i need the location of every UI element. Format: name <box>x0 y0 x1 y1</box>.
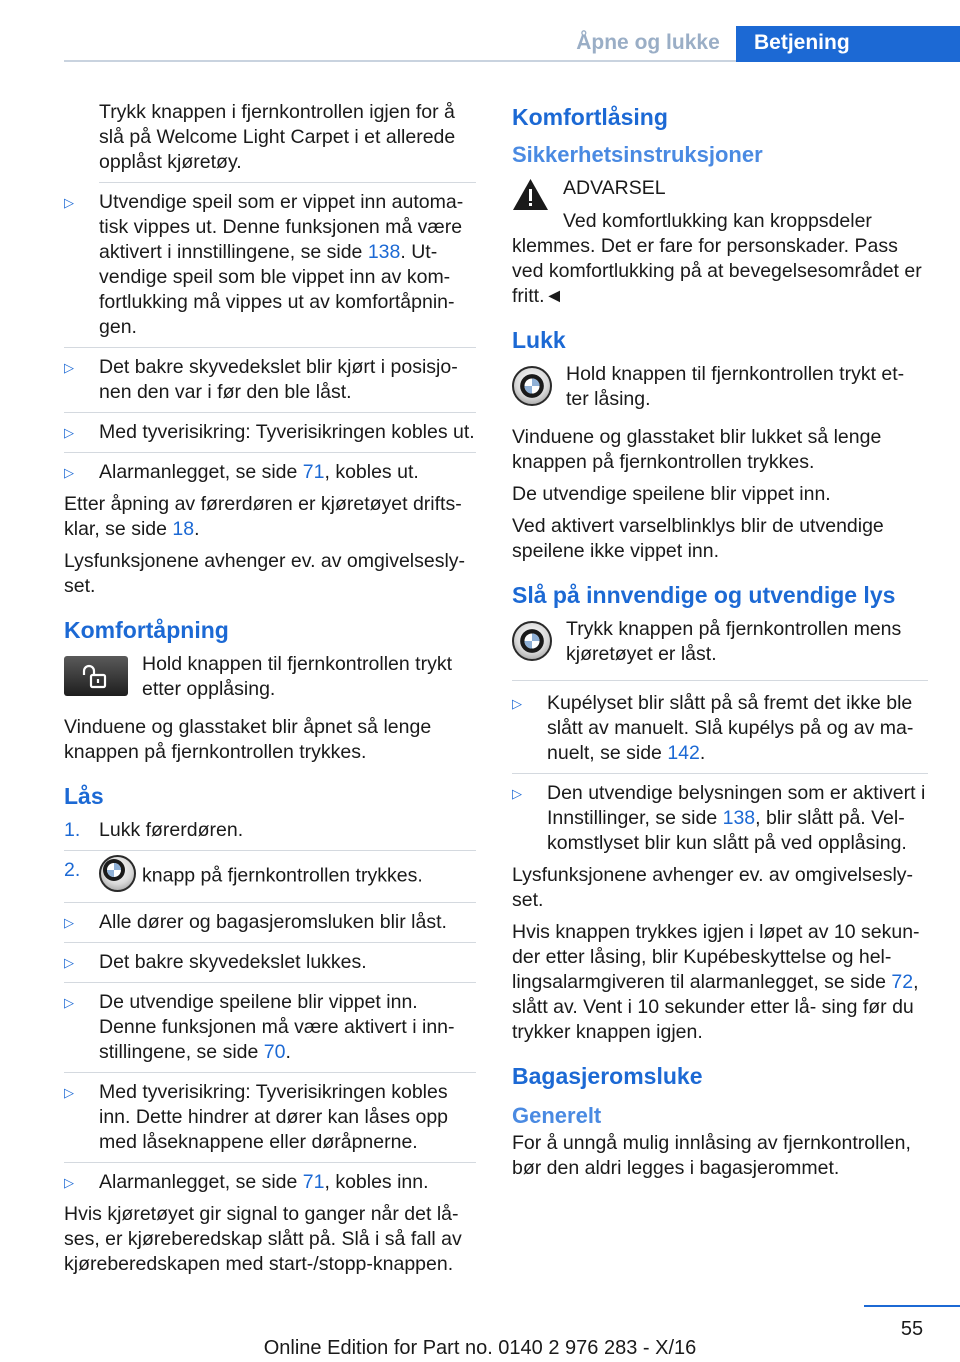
step-text: Lukk førerdøren. <box>99 819 244 841</box>
triangle-right-icon: ▷ <box>64 995 74 1010</box>
warning-block <box>512 176 928 309</box>
triangle-right-icon: ▷ <box>64 360 74 375</box>
page-link[interactable]: 71 <box>302 461 325 483</box>
list-text: . <box>285 1041 291 1063</box>
divider <box>512 680 928 681</box>
list-item <box>64 990 476 1073</box>
list-text: . Ut‐ vendige speil som ble vippet inn av kom‐ fortlukking må vippes ut av komfortåpnin‐ gen. <box>99 241 455 338</box>
close-paragraph-2: De utvendige speilene blir vippet inn. <box>512 483 831 505</box>
step-number: 2. <box>64 859 81 881</box>
step-item <box>64 818 476 851</box>
lights-text: Trykk knappen på fjernkontrollen mens kjøretøyet er låst. <box>566 618 902 665</box>
page-number: 55 <box>900 1318 924 1340</box>
page-link[interactable]: 18 <box>172 518 195 540</box>
comfort-open-block <box>64 652 476 702</box>
list-item <box>64 420 476 453</box>
light-function-paragraph: Lysfunksjonene avhenger ev. av omgivelsesly‐ set. <box>512 864 914 911</box>
bmw-remote-key-icon <box>512 366 552 406</box>
page-link[interactable]: 70 <box>263 1041 286 1063</box>
page-link[interactable]: 71 <box>302 1171 325 1193</box>
triangle-right-icon: ▷ <box>64 425 74 440</box>
divider <box>99 182 476 183</box>
triangle-right-icon: ▷ <box>64 1175 74 1190</box>
triangle-right-icon: ▷ <box>64 915 74 930</box>
bmw-remote-key-icon <box>99 855 136 892</box>
triangle-right-icon: ▷ <box>64 955 74 970</box>
page-link[interactable]: 138 <box>367 241 401 263</box>
header-section-title: Åpne og lukke <box>560 26 736 60</box>
comfort-open-paragraph: Vinduene og glasstaket blir åpnet så lenge knappen på fjernkontrollen trykkes. <box>64 716 432 763</box>
edition-footer: Online Edition for Part no. 0140 2 976 283 - X/16 <box>263 1337 697 1359</box>
heading-general: Generelt <box>512 1103 602 1128</box>
list-item <box>64 460 476 492</box>
warning-text: Ved komfortlukking kan kroppsdeler klemmes. Det er fare for personskader. Pass ved komfortlukking på at bevegelsesområdet er fritt.◄ <box>512 210 922 307</box>
list-text: Den utvendige belysningen som er aktivert i Innstillinger, se side <box>547 782 926 829</box>
light-function-paragraph: Lysfunksjonene avhenger ev. av omgivelsesly‐ set. <box>64 550 466 597</box>
warning-title: ADVARSEL <box>563 177 666 199</box>
list-item <box>512 691 928 774</box>
heading-trunk: Bagasjeromsluke <box>512 1063 703 1089</box>
alarm-paragraph <box>512 920 928 1045</box>
right-column <box>512 100 928 1188</box>
page-link[interactable]: 72 <box>891 971 914 993</box>
lights-block <box>512 617 928 667</box>
list-text: , kobles inn. <box>324 1171 429 1193</box>
list-text: Alarmanlegget, se side <box>99 1171 303 1193</box>
general-paragraph: For å unngå mulig innlåsing av fjernkontrollen, bør den aldri legges i bagasjerommet. <box>512 1132 911 1179</box>
list-text: Alle dører og bagasjeromsluken blir låst. <box>99 911 447 933</box>
list-item <box>64 355 476 413</box>
list-item <box>64 1080 476 1163</box>
step-number: 1. <box>64 819 81 841</box>
list-text: Det bakre skyvedekslet lukkes. <box>99 951 367 973</box>
header-chapter-tab[interactable]: Betjening <box>736 26 960 62</box>
triangle-right-icon: ▷ <box>512 696 522 711</box>
list-item <box>512 781 928 863</box>
list-text: , blir slått på. Vel‐ komstlyset blir kun slått på ved opplåsing. <box>547 807 907 854</box>
heading-comfort-lock: Komfortlåsing <box>512 104 668 130</box>
close-block <box>512 362 928 412</box>
warning-triangle-icon <box>512 178 549 218</box>
triangle-right-icon: ▷ <box>64 465 74 480</box>
step-item <box>64 858 476 903</box>
list-text: Med tyverisikring: Tyverisikringen kobles ut. <box>99 421 475 443</box>
list-text: Kupélyset blir slått på så fremt det ikke ble slått av manuelt. Slå kupélys på og av ma‐ nuelt, se side <box>547 692 914 764</box>
list-text: . <box>699 742 706 764</box>
heading-lock: Lås <box>64 783 104 809</box>
triangle-right-icon: ▷ <box>64 1085 74 1100</box>
list-item <box>64 190 476 348</box>
triangle-right-icon: ▷ <box>64 195 74 210</box>
final-paragraph: Hvis kjøretøyet gir signal to ganger når det lå‐ ses, er kjøreberedskap slått på. Slå i så fall av kjøreberedskapen med start-/stopp-knappen. <box>64 1203 462 1275</box>
heading-comfort-open: Komfortåpning <box>64 617 229 643</box>
drive-ready-paragraph <box>64 492 476 542</box>
footer-rule <box>864 1305 960 1307</box>
step-text: knapp på fjernkontrollen trykkes. <box>142 864 423 887</box>
paragraph-text: , slått av. Vent i 10 sekunder etter lå‐ sing før du trykker knappen igjen. <box>512 971 919 1043</box>
close-paragraph-1: Vinduene og glasstaket blir lukket så lenge knappen på fjernkontrollen trykkes. <box>512 426 882 473</box>
triangle-right-icon: ▷ <box>512 786 522 801</box>
list-item <box>64 950 476 983</box>
list-text: De utvendige speilene blir vippet inn. Denne funksjonen må være aktivert i inn‐ stillingene, se side <box>99 991 455 1063</box>
list-text: Alarmanlegget, se side <box>99 461 303 483</box>
intro-paragraph: Trykk knappen i fjernkontrollen igjen for å slå på Welcome Light Carpet i et allerede opplåst kjøretøy. <box>99 101 456 173</box>
list-item <box>64 1170 476 1202</box>
paragraph-text: Etter åpning av førerdøren er kjøretøyet drifts‐ klar, se side <box>64 493 462 540</box>
paragraph-text: Hvis knappen trykkes igjen i løpet av 10 sekun‐ der etter låsing, blir Kupébeskyttelse og hel‐ lingsalarmgiveren til alarmanlegget, se side <box>512 921 920 993</box>
list-text: Med tyverisikring: Tyverisikringen kobles inn. Dette hindrer at dører kan låses opp med låseknappene eller døråpnerne. <box>99 1081 449 1153</box>
heading-close: Lukk <box>512 327 566 353</box>
page-link[interactable]: 138 <box>722 807 756 829</box>
heading-lights: Slå på innvendige og utvendige lys <box>512 582 896 608</box>
page-link[interactable]: 142 <box>667 742 700 764</box>
paragraph-text: . <box>194 518 200 540</box>
comfort-open-text: Hold knappen til fjernkontrollen trykt etter opplåsing. <box>142 653 452 700</box>
list-text: Det bakre skyvedekslet blir kjørt i posisjo‐ nen den var i før den ble låst. <box>99 356 458 403</box>
close-paragraph-3: Ved aktivert varselblinklys blir de utvendige speilene ikke vippet inn. <box>512 515 884 562</box>
list-text: , kobles ut. <box>324 461 419 483</box>
list-item <box>64 910 476 943</box>
left-column <box>64 100 476 1284</box>
bmw-remote-key-icon <box>512 621 552 661</box>
unlock-button-icon <box>64 656 128 696</box>
heading-safety: Sikkerhetsinstruksjoner <box>512 142 763 167</box>
list-text: Utvendige speil som er vippet inn automa‐ tisk vippes ut. Denne funksjonen må være aktivert i innstillingene, se side <box>99 191 464 263</box>
close-text: Hold knappen til fjernkontrollen trykt et‐ ter låsing. <box>566 363 905 410</box>
